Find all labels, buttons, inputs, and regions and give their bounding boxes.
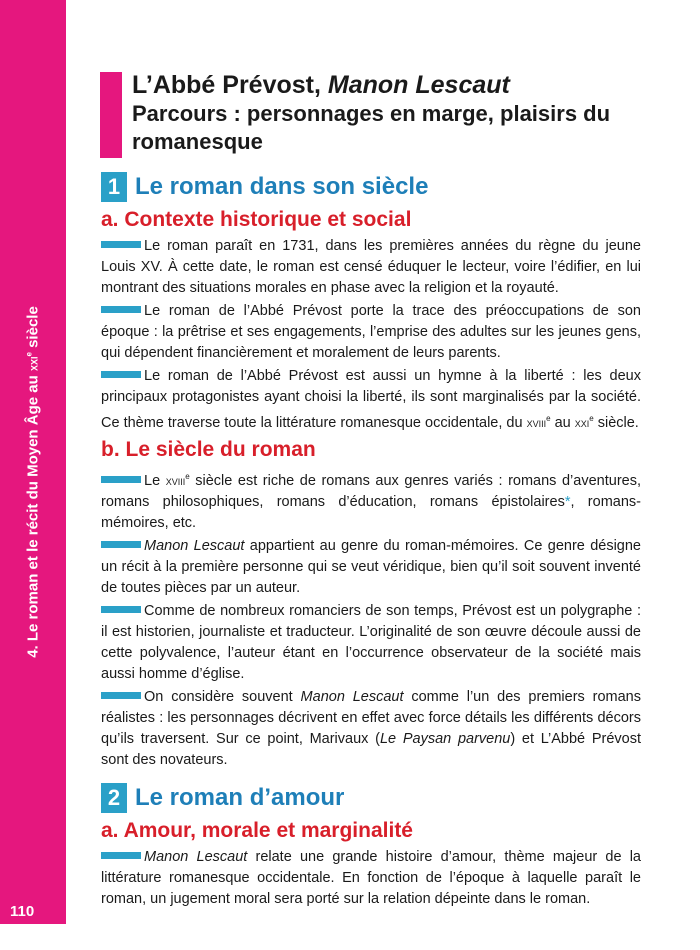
section-title: Le roman dans son siècle bbox=[135, 173, 429, 200]
work-title: L’Abbé Prévost, Manon Lescaut bbox=[132, 71, 510, 99]
paragraph-marker bbox=[101, 852, 141, 859]
page-number: 110 bbox=[0, 898, 66, 924]
parcours-title: Parcours : personnages en marge, plaisirs du romanesque bbox=[132, 101, 611, 154]
chapter-label: 4. Le roman et le récit du Moyen Âge au xxi$^e$ siècle bbox=[24, 306, 42, 658]
paragraph-marker bbox=[101, 606, 141, 613]
subsection-heading: b. Le siècle du roman bbox=[101, 437, 316, 461]
section-number: 2 bbox=[101, 783, 127, 813]
glossary-asterisk: * bbox=[564, 493, 571, 510]
paragraph-marker bbox=[101, 306, 141, 313]
section-title: Le roman d’amour bbox=[135, 783, 345, 811]
paragraph-marker bbox=[101, 476, 141, 483]
paragraph: Le xviii$^e$ siècle est riche de romans aux genres variés : romans d’aventures, romans philosophiques, romans d’éducation, romans épistolaires*, romans-mémoires, etc. bbox=[101, 471, 641, 531]
paragraph: On considère souvent Manon Lescaut comme l’un des premiers romans réalistes : les personnages décrivent en effet avec force détails les différents décors qu’ils traversent. Sur ce point, Marivaux (Le Paysan parvenu) et L’Abbé Prévost sont des novateurs. bbox=[101, 688, 642, 768]
paragraph: Le roman de l’Abbé Prévost est aussi un hymne à la liberté : les deux principaux protagonistes ayant choisi la liberté, ils sont marginalisés par la société. Ce thème traverse toute la littérature romanesque occidentale, du xviii$^e$ au xxi$^e$ siècle. bbox=[101, 368, 641, 431]
section-number: 1 bbox=[101, 172, 127, 202]
paragraph-marker bbox=[101, 371, 141, 378]
paragraph-marker bbox=[101, 241, 141, 248]
subsection-heading: a. Amour, morale et marginalité bbox=[101, 818, 413, 842]
main-content bbox=[101, 172, 641, 912]
section-heading-2 bbox=[101, 783, 641, 813]
paragraph: Le roman de l’Abbé Prévost porte la trace des préoccupations de son époque : la prêtrise et ses engagements, l’emprise des adultes sur les jeunes gens, qui dépendent financièrement et moralement de leurs parents. bbox=[101, 303, 641, 361]
side-band bbox=[0, 0, 66, 898]
subsection-heading: a. Contexte historique et social bbox=[101, 208, 412, 231]
paragraph-marker bbox=[101, 541, 141, 548]
paragraph: Le roman paraît en 1731, dans les premières années du règne du jeune Louis XV. À cette date, le roman est censé éduquer le lecteur, voire l’édifier, en lui montrant des situations morales en phase avec la religion et la royauté. bbox=[101, 238, 641, 296]
paragraph-marker bbox=[101, 692, 141, 699]
page-header bbox=[100, 70, 660, 156]
section-heading-1 bbox=[101, 172, 641, 202]
paragraph: Manon Lescaut appartient au genre du roman-mémoires. Ce genre désigne un récit à la première personne qui se veut véridique, bien qu’il soit souvent inventé de toutes pièces par un auteur. bbox=[101, 537, 641, 596]
header-accent-bar bbox=[100, 72, 122, 158]
paragraph: Manon Lescaut relate une grande histoire d’amour, thème majeur de la littérature romanesque occidentale. En fonction de l’époque à laquelle paraît le roman, un jugement moral sera porté sur la relation dépeinte dans le roman. bbox=[101, 848, 641, 907]
paragraph: Comme de nombreux romanciers de son temps, Prévost est un polygraphe : il est historien, journaliste et traducteur. L’originalité de son œuvre découle aussi de cette polyvalence, l’auteur étant en l’occurrence observateur de la société mais aussi homme d’église. bbox=[101, 602, 641, 682]
